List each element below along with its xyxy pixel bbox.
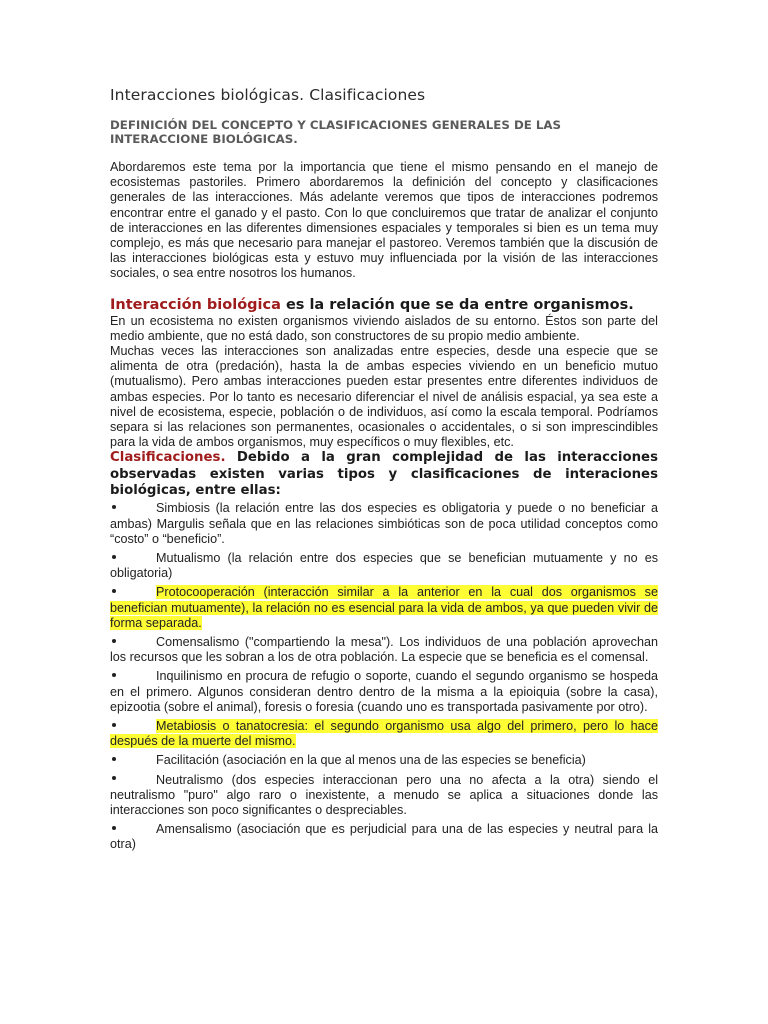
section-subtitle: DEFINICIÓN DEL CONCEPTO Y CLASIFICACIONES GENERALES DE LAS INTERACCIONE BIOLÓGICAS. <box>110 118 562 146</box>
definition-rest: es la relación que se da entre organismos. <box>280 296 634 313</box>
list-item-text: Facilitación (asociación en la que al menos una de las especies se beneficia) <box>156 753 586 768</box>
list-item-text: Mutualismo (la relación entre dos especies que se benefician mutuamente y no es obligatoria) <box>110 550 658 581</box>
list-item <box>110 635 658 665</box>
list-item-text: Neutralismo (dos especies interaccionan pero una no afecta a la otra) siendo el neutralismo "puro" algo raro o inexistente, a menudo se aplica a situaciones donde las interacciones son poco significantes o despreciables. <box>110 772 658 817</box>
list-item <box>110 669 658 715</box>
bullet-icon <box>112 826 116 830</box>
list-item <box>110 719 658 749</box>
document-content <box>110 86 658 857</box>
classifications-heading <box>110 450 658 499</box>
bullet-icon <box>112 505 116 509</box>
highlighted-text: Metabiosis o tanatocresia: el segundo organismo usa algo del primero, pero lo hace después de la muerte del mismo. <box>110 718 658 749</box>
list-item <box>110 501 658 547</box>
classifications-term: Clasificaciones. <box>110 450 226 466</box>
list-item-text: Inquilinismo en procura de refugio o soporte, cuando el segundo organismo se hospeda en el primero. Algunos consideran dentro dentro de la misma a la epioiquia (sobre la casa), epizootia (sobre el animal), foresis o foresia (cuando uno es transportada pasivamente por otro). <box>110 669 658 714</box>
list-item-text: Simbiosis (la relación entre las dos especies es obligatoria y puede o no beneficiar a ambas) Margulis señala que en las relaciones simbióticas son de poca utilidad conceptos como “costo” o “beneficio”. <box>110 501 658 546</box>
bullet-icon <box>112 639 116 643</box>
bullet-icon <box>112 723 116 727</box>
bullet-icon <box>112 673 116 677</box>
classifications-rest: Debido a la gran complejidad de las interacciones observadas existen varias tipos y clasificaciones de interaciones biológicas, entre ellas: <box>110 450 658 499</box>
list-item-text: Comensalismo ("compartiendo la mesa"). Los individuos de una población aprovechan los recursos que les sobran a los de otra población. La especie que se beneficia es el comensal. <box>110 634 658 665</box>
bullet-icon <box>112 757 116 761</box>
intro-paragraph: Abordaremos este tema por la importancia que tiene el mismo pensando en el manejo de ecosistemas pastoriles. Primero abordaremos la definición del concepto y clasificaciones generales de las interacciones. Más adelante veremos que tipos de interacciones podremos encontrar entre el ganado y el pasto. Con lo que concluiremos que tratar de analizar el conjunto de interacciones en las diferentes dimensiones espaciales y temporales si bien es un tema muy complejo, es más que necesario para manejar el pastoreo. Veremos también que la discusión de las interacciones biológicas esta y estuvo muy influenciada por la visión de las interacciones sociales, o sea entre nosotros los humanos. <box>110 160 658 281</box>
ecosystem-paragraph: En un ecosistema no existen organismos viviendo aislados de su entorno. Éstos son parte del medio ambiente, que no está dado, son constructores de su propio medio ambiente. <box>110 313 658 343</box>
page-title: Interacciones biológicas. Clasificaciones <box>110 86 426 104</box>
analysis-paragraph: Muchas veces las interacciones son analizadas entre especies, desde una especie que se alimenta de otra (predación), hasta la de ambas especies viviendo en un beneficio mutuo (mutualismo). Pero ambas interacciones pueden estar presentes entre diferentes individuos de ambas especies. Por lo tanto es necesario diferenciar el nivel de análisis espacial, ya sea este a nivel de ecosistema, especie, población o de individuos, así como la escala temporal. Podríamos separa si las relaciones son permanentes, ocasionales o accidentales, o si son imprescindibles para la vida de ambos organismos, muy específicos o muy flexibles, etc. <box>110 344 658 450</box>
list-item <box>110 773 658 819</box>
list-item-text: Amensalismo (asociación que es perjudicial para una de las especies y neutral para la otra) <box>110 822 658 852</box>
list-item <box>110 822 658 852</box>
bullet-icon <box>112 555 116 559</box>
highlighted-text: Protocooperación (interacción similar a la anterior en la cual dos organismos se benefician mutuamente), la relación no es esencial para la vida de ambos, ya que pueden vivir de forma separada. <box>110 585 658 630</box>
bullet-icon <box>112 776 116 780</box>
list-item <box>110 753 658 768</box>
classification-list <box>110 501 658 852</box>
bullet-icon <box>112 589 116 593</box>
definition-heading <box>110 296 658 314</box>
definition-term: Interacción biológica <box>110 296 281 313</box>
list-item <box>110 585 658 631</box>
list-item <box>110 551 658 581</box>
